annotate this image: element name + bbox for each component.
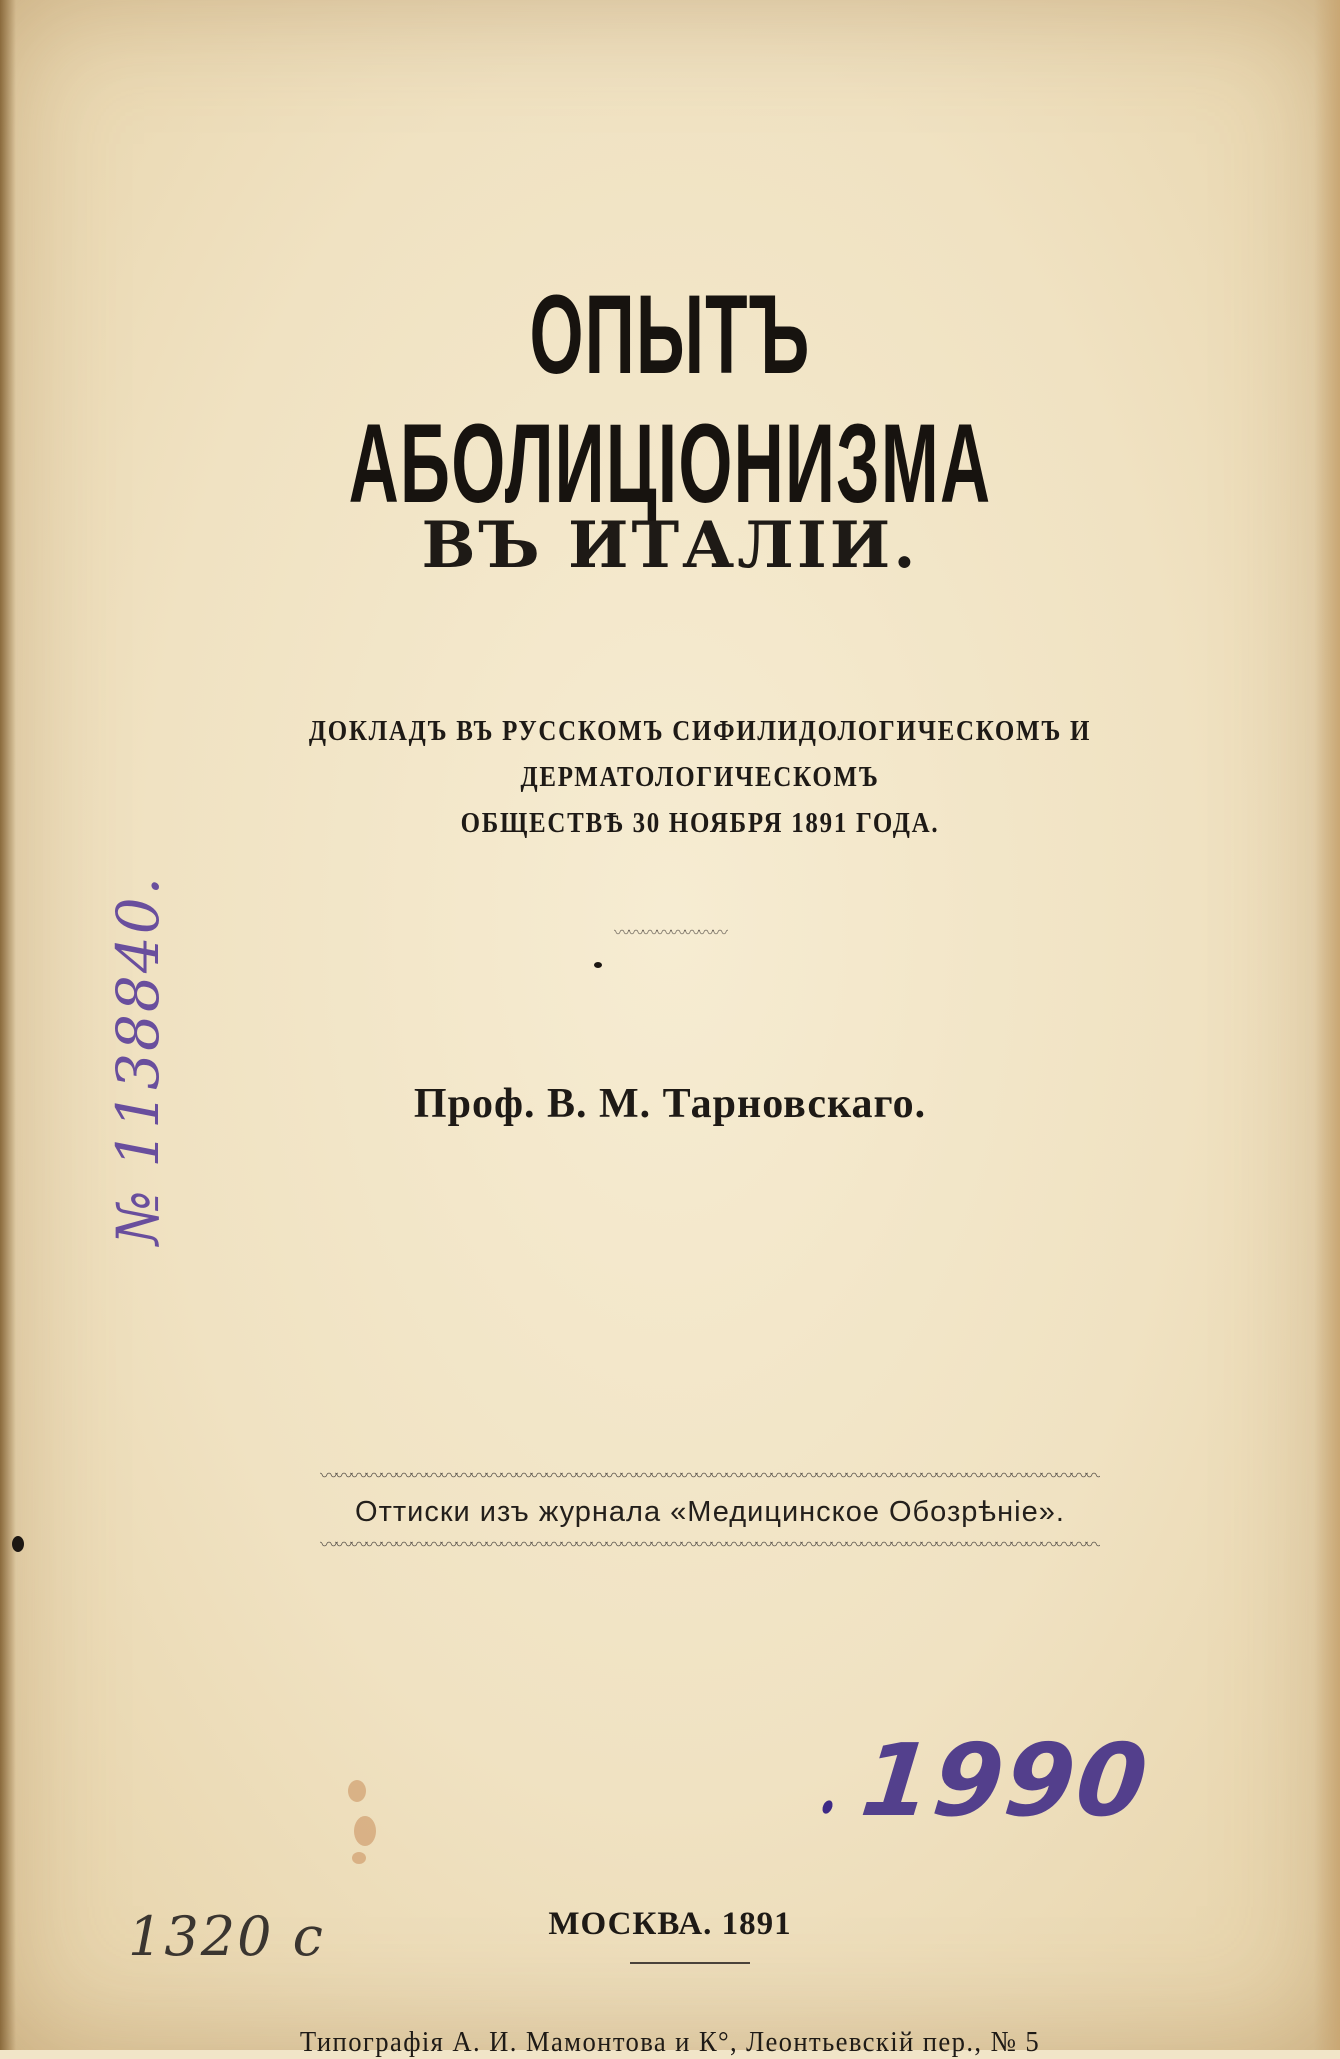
page-edge-left <box>0 0 16 2050</box>
wavy-rule-top-icon: 〰〰〰〰〰〰〰〰〰〰〰〰〰〰〰〰〰〰〰〰〰〰〰〰〰〰〰〰〰〰〰〰〰〰〰〰〰〰〰〰〰〰〰〰〰〰〰〰〰〰〰〰 <box>320 1468 1100 1486</box>
report-line-1: ДОКЛАДЪ ВЪ РУССКОМЪ СИФИЛИДОЛОГИЧЕСКОМЪ И ДЕРМАТОЛОГИЧЕСКОМЪ <box>308 715 1092 793</box>
reprint-notice <box>320 1468 1100 1555</box>
page-edge-right <box>1314 0 1340 2050</box>
wavy-rule-bottom-icon: 〰〰〰〰〰〰〰〰〰〰〰〰〰〰〰〰〰〰〰〰〰〰〰〰〰〰〰〰〰〰〰〰〰〰〰〰〰〰〰〰〰〰〰〰〰〰〰〰〰〰〰〰 <box>320 1537 1100 1555</box>
publication-place-year: МОСКВА. 1891 <box>548 1906 792 1942</box>
report-description <box>218 708 1181 846</box>
report-line-2: ОБЩЕСТВѢ 30 НОЯБРЯ 1891 ГОДА. <box>460 807 940 839</box>
book-subtitle: ВЪ ИТАЛІИ. <box>421 508 919 583</box>
handwritten-inventory-number: № 1138840. <box>104 874 172 1245</box>
printer-imprint: Типографія А. И. Мамонтова и К°, Леонтьевскій пер., № 5 <box>299 2026 1041 2058</box>
handwritten-shelf-code: 1320 с <box>128 1905 325 1968</box>
stain-mark-icon <box>348 1780 366 1802</box>
author-name: Проф. В. М. Тарновскаго. <box>413 1081 927 1127</box>
reprint-text: Оттиски изъ журнала «Медицинское Обозрѣніе». <box>355 1496 1065 1528</box>
library-stamp-number: 1990 <box>855 1722 1155 1839</box>
divider-rule <box>630 1962 750 1964</box>
stamp-dot-icon <box>820 1799 834 1815</box>
ink-spot-icon <box>594 962 602 968</box>
stain-mark-icon <box>354 1816 376 1846</box>
book-title: ОПЫТЪ АБОЛИЦІОНИЗМА <box>348 272 992 526</box>
ornament-divider-icon: 〰〰〰〰〰〰〰〰 <box>613 923 726 942</box>
stain-mark-icon <box>352 1852 366 1864</box>
ink-spot-icon <box>12 1536 24 1552</box>
